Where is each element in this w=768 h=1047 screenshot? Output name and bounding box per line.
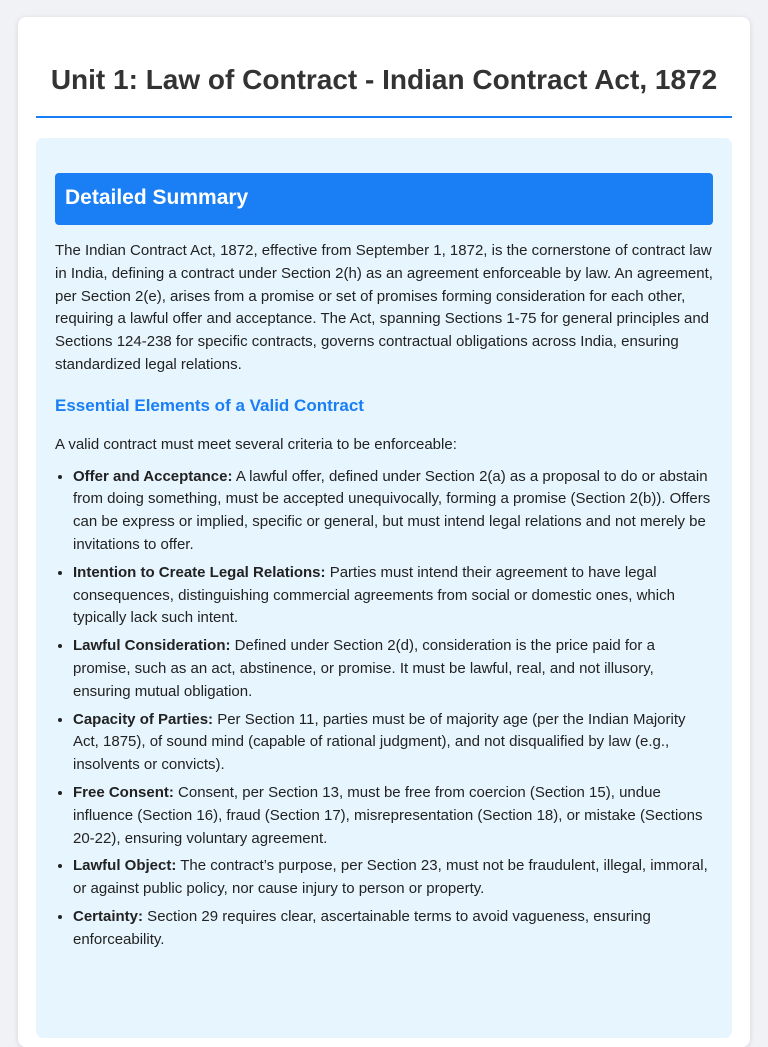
list-item-text: Defined under Section 2(d), consideration is the price paid for a promise, such as an act, abstinence, or promise. It must be lawful, real, and not illusory, ensuring mutual obligation. [73,637,655,700]
list-item-text: Section 29 requires clear, ascertainable terms to avoid vagueness, ensuring enforceability. [73,907,651,948]
document-card [18,17,750,1047]
elements-heading: Essential Elements of a Valid Contract [55,395,364,415]
list-item-certainty [73,906,713,952]
summary-header: Detailed Summary [55,173,713,225]
list-item-offer-acceptance [73,466,713,557]
list-item-intention [73,562,713,630]
summary-section [36,138,732,1038]
list-item-lawful-object [73,855,713,901]
list-item-text: The contract’s purpose, per Section 23, must not be fraudulent, illegal, immoral, or against public policy, nor cause injury to person or property. [73,857,708,898]
list-item-text: Per Section 11, parties must be of majority age (per the Indian Majority Act, 1875), of sound mind (capable of rational judgment), and not disqualified by law (e.g., insolvents or convicts). [73,710,686,774]
list-item-text: Parties must intend their agreement to have legal consequences, distinguishing commercial agreements from social or domestic ones, which typically lack such intent. [73,563,675,627]
list-item-text: Consent, per Section 13, must be free from coercion (Section 15), undue influence (Section 16), fraud (Section 17), misrepresentation (Section 18), or mistake (Sections 20-22), ensuring voluntary agreement. [73,783,703,847]
list-item-term: Lawful Object: [73,857,177,875]
list-item-capacity [73,709,713,777]
list-item-term: Certainty: [73,907,144,925]
elements-lead-text: A valid contract must meet several criteria to be enforceable: [55,435,457,453]
list-item-term: Offer and Acceptance: [73,467,233,485]
page-title: Unit 1: Law of Contract - Indian Contract Act, 1872 [36,17,732,118]
list-item-term: Lawful Consideration: [73,637,231,655]
list-item-consideration [73,635,713,703]
list-item-text: A lawful offer, defined under Section 2(a) as a proposal to do or abstain from doing something, must be accepted unequivocally, forming a promise (Section 2(b)). Offers can be express or implied, specific or general, but must intend legal relations and not merely be invitations to offer. [73,467,711,553]
list-item-term: Capacity of Parties: [73,710,214,728]
list-item-term: Intention to Create Legal Relations: [73,563,326,581]
list-item-free-consent [73,782,713,850]
list-item-term: Free Consent: [73,783,174,801]
summary-intro-paragraph: The Indian Contract Act, 1872, effective from September 1, 1872, is the cornerstone of contract law in India, defining a contract under Section 2(h) as an agreement enforceable by law. An agreement, per Section 2(e), arises from a promise or set of promises forming consideration for each other, requiring a lawful offer and acceptance. The Act, spanning Sections 1-75 for general principles and Sections 124-238 for specific contracts, governs contractual obligations across India, ensuring standardized legal relations. [55,242,713,373]
elements-list [55,466,713,952]
